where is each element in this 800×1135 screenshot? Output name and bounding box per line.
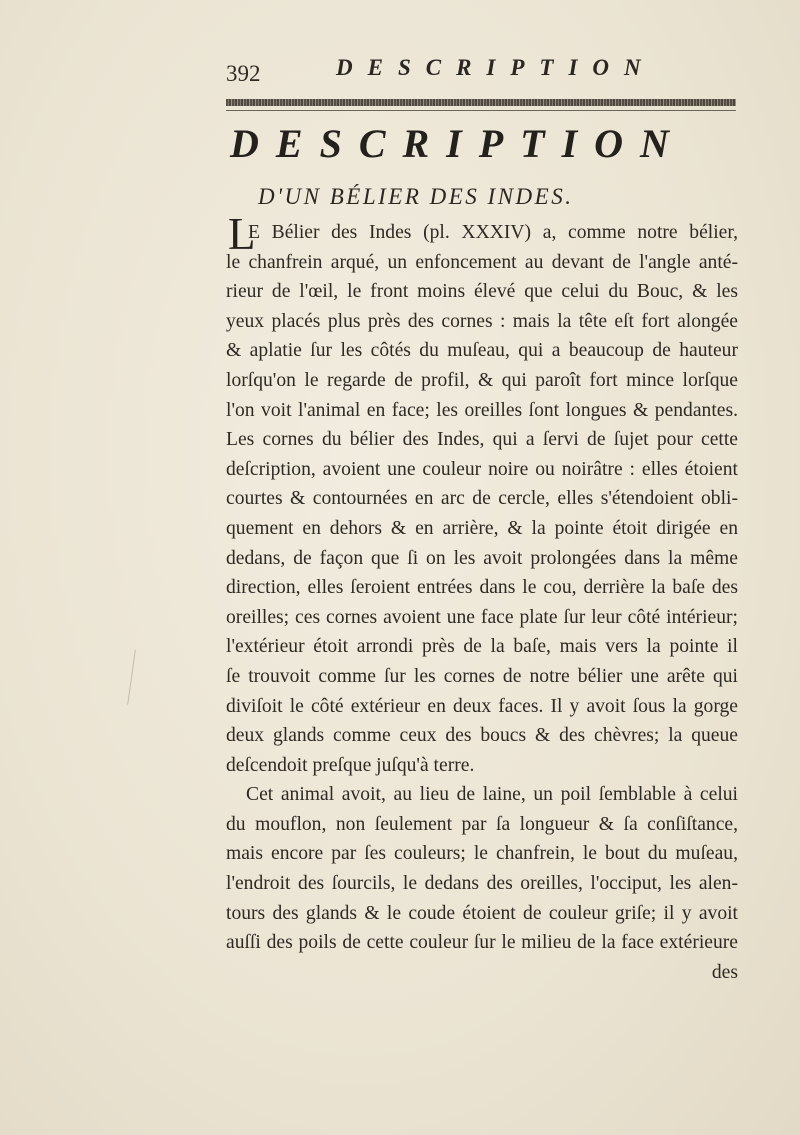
- text-line: l'endroit des ſourcils, le dedans des oreilles, l'occiput, les alen-: [226, 873, 738, 895]
- text-line: l'on voit l'animal en face; les oreilles ſont longues & pendantes.: [226, 399, 738, 421]
- text-line: l'extérieur étoit arrondi près de la baſe, mais vers la pointe il: [226, 636, 738, 658]
- ornamental-rule: [226, 99, 736, 106]
- thin-rule: [226, 110, 736, 111]
- text-line: deux glands comme ceux des boucs & des chèvres; la queue: [226, 725, 738, 747]
- text-line: tours des glands & le coude étoient de couleur griſe; il y avoit: [226, 902, 738, 924]
- chapter-subtitle: D'UN BÉLIER DES INDES.: [258, 184, 574, 209]
- chapter-title: DESCRIPTION: [230, 121, 686, 166]
- text-line: Les cornes du bélier des Indes, qui a ſervi de ſujet pour cette: [226, 429, 738, 451]
- text-line: deſcendoit preſque juſqu'à terre.: [226, 754, 475, 776]
- text-line: direction, elles ſeroient entrées dans le cou, derrière la baſe des: [226, 577, 738, 599]
- text-line: lorſqu'on le regarde de profil, & qui paroît fort mince lorſque: [226, 369, 738, 391]
- drop-cap: L: [228, 209, 256, 259]
- text-line: auſſi des poils de cette couleur ſur le milieu de la face extérieure: [226, 932, 738, 954]
- text-line: mais encore par ſes couleurs; le chanfrein, le bout du muſeau,: [226, 843, 738, 865]
- text-line: Cet animal avoit, au lieu de laine, un poil ſemblable à celui: [246, 784, 738, 806]
- text-line: yeux placés plus près des cornes : mais la tête eſt fort alongée: [226, 310, 738, 332]
- text-line: & aplatie ſur les côtés du muſeau, qui a beaucoup de hauteur: [226, 340, 738, 362]
- text-line: courtes & contournées en arc de cercle, elles s'étendoient obli-: [226, 488, 738, 510]
- text-line: E Bélier des Indes (pl. XXXIV) a, comme notre bélier,: [248, 222, 738, 243]
- text-line: dedans, de façon que ſi on les avoit prolongées dans la même: [226, 547, 738, 569]
- text-line: oreilles; ces cornes avoient une face plate ſur leur côté intérieur;: [226, 606, 738, 628]
- body-text: [226, 218, 738, 987]
- margin-pencil-mark: [127, 650, 139, 705]
- text-line: rieur de l'œil, le front moins élevé que celui du Bouc, & les: [226, 281, 738, 303]
- text-line: deſcription, avoient une couleur noire ou noirâtre : elles étoient: [226, 458, 738, 480]
- text-line: quement en dehors & en arrière, & la pointe étoit dirigée en: [226, 517, 738, 539]
- page-number: 392: [226, 61, 261, 86]
- page-header: [226, 55, 746, 95]
- text-line: diviſoit le côté extérieur en deux faces. Il y avoit ſous la gorge: [226, 695, 738, 717]
- text-line: du mouflon, non ſeulement par ſa longueur & ſa conſiſtance,: [226, 813, 738, 835]
- running-head: DESCRIPTION: [336, 55, 656, 80]
- catchword: des: [711, 961, 738, 983]
- text-line: le chanfrein arqué, un enfoncement au devant de l'angle anté-: [226, 251, 738, 273]
- text-line: ſe trouvoit comme ſur les cornes de notre bélier une arête qui: [226, 665, 738, 687]
